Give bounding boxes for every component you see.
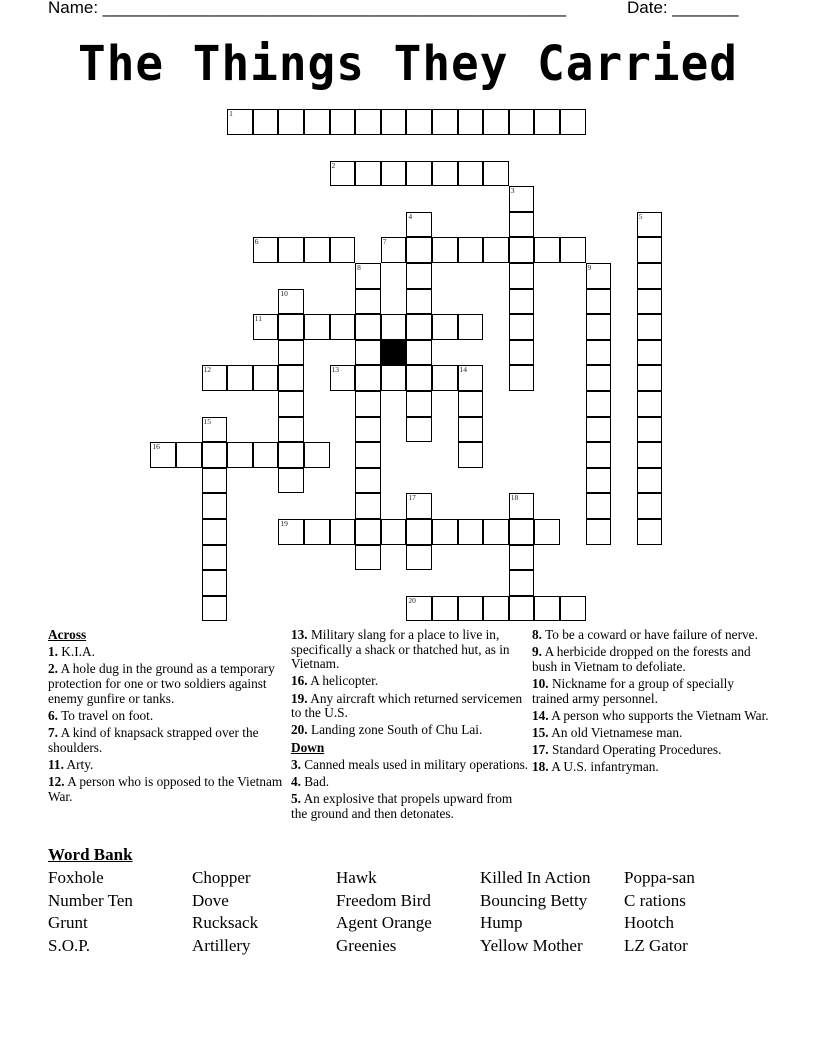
clue-across-11: 11. Arty. bbox=[48, 756, 94, 772]
grid-cell[interactable] bbox=[586, 263, 612, 289]
grid-cell[interactable] bbox=[586, 442, 612, 468]
grid-cell[interactable] bbox=[406, 212, 432, 238]
grid-cell[interactable] bbox=[509, 314, 535, 340]
grid-cell[interactable] bbox=[406, 545, 432, 571]
clue-number: 17 bbox=[408, 493, 416, 503]
word-bank-item: Hawk bbox=[336, 868, 377, 887]
grid-cell[interactable] bbox=[330, 519, 356, 545]
clue-down-18: 18. A U.S. infantryman. bbox=[532, 759, 659, 775]
grid-cell[interactable] bbox=[202, 442, 228, 468]
across-heading: Across bbox=[48, 627, 87, 642]
grid-cell[interactable] bbox=[637, 212, 663, 238]
grid-cell[interactable] bbox=[406, 263, 432, 289]
word-bank-item: Agent Orange bbox=[336, 913, 432, 933]
grid-cell[interactable] bbox=[586, 340, 612, 366]
clue-down-3: 3. Canned meals used in military operations. bbox=[291, 756, 529, 772]
grid-cell[interactable] bbox=[534, 519, 560, 545]
grid-cell[interactable] bbox=[406, 340, 432, 366]
grid-cell[interactable] bbox=[278, 340, 304, 366]
grid-cell[interactable] bbox=[534, 237, 560, 263]
grid-cell[interactable] bbox=[509, 545, 535, 571]
word-bank-item: Grunt bbox=[48, 913, 88, 933]
grid-cell[interactable] bbox=[509, 493, 535, 519]
clue-across-13: 13. Military slang for a place to live in, specifically a shack or thatched hut, as in Vietnam. bbox=[291, 627, 510, 672]
grid-cell[interactable] bbox=[355, 519, 381, 545]
grid-cell[interactable] bbox=[509, 289, 535, 315]
grid-cell[interactable] bbox=[637, 417, 663, 443]
clue-number: 12 bbox=[203, 365, 212, 375]
grid-cell[interactable] bbox=[432, 161, 458, 187]
grid-cell[interactable] bbox=[586, 417, 612, 443]
grid-cell[interactable] bbox=[458, 519, 484, 545]
grid-cell[interactable] bbox=[253, 109, 279, 135]
clues-column-2 bbox=[291, 628, 531, 824]
clue-across-1: 1. K.I.A. bbox=[48, 644, 95, 660]
name-line: _________________________________________________ bbox=[102, 0, 567, 17]
grid-cell[interactable] bbox=[406, 519, 432, 545]
word-bank-row bbox=[48, 912, 768, 935]
grid-cell[interactable] bbox=[637, 493, 663, 519]
grid-cell[interactable] bbox=[278, 417, 304, 443]
grid-cell[interactable] bbox=[381, 314, 407, 340]
clue-number: 4 bbox=[408, 211, 413, 221]
grid-cell[interactable] bbox=[586, 365, 612, 391]
grid-cell[interactable] bbox=[509, 340, 535, 366]
grid-cell[interactable] bbox=[637, 468, 663, 494]
grid-cell[interactable] bbox=[483, 237, 509, 263]
grid-cell[interactable] bbox=[432, 596, 458, 622]
date-line: _______ bbox=[672, 0, 739, 17]
grid-cell[interactable] bbox=[381, 519, 407, 545]
clue-number: 15 bbox=[203, 416, 212, 426]
word-bank-item: Killed In Action bbox=[480, 868, 591, 887]
grid-cell[interactable] bbox=[278, 468, 304, 494]
grid-cell[interactable] bbox=[458, 365, 484, 391]
grid-cell[interactable] bbox=[355, 391, 381, 417]
grid-cell[interactable] bbox=[253, 365, 279, 391]
grid-cell[interactable] bbox=[586, 468, 612, 494]
grid-cell[interactable] bbox=[483, 161, 509, 187]
grid-cell[interactable] bbox=[637, 340, 663, 366]
grid-cell[interactable] bbox=[355, 161, 381, 187]
grid-cell[interactable] bbox=[202, 468, 228, 494]
grid-cell[interactable] bbox=[509, 237, 535, 263]
grid-cell[interactable] bbox=[202, 596, 228, 622]
grid-cell[interactable] bbox=[355, 365, 381, 391]
grid-cell[interactable] bbox=[637, 314, 663, 340]
clue-number: 3 bbox=[510, 186, 515, 196]
grid-cell[interactable] bbox=[355, 109, 381, 135]
clue-across-19: 19. Any aircraft which returned servicemen to the U.S. bbox=[291, 690, 523, 721]
grid-cell[interactable] bbox=[406, 161, 432, 187]
grid-cell[interactable] bbox=[202, 493, 228, 519]
grid-cell[interactable] bbox=[406, 237, 432, 263]
clue-down-9: 9. A herbicide dropped on the forests and bush in Vietnam to defoliate. bbox=[532, 644, 751, 674]
clue-down-8: 8. To be a coward or have failure of nerve. bbox=[532, 627, 758, 642]
grid-cell[interactable] bbox=[304, 519, 330, 545]
name-label: Name: bbox=[48, 0, 103, 17]
word-bank-item: Hootch bbox=[624, 913, 675, 933]
grid-cell[interactable] bbox=[586, 314, 612, 340]
grid-cell[interactable] bbox=[637, 289, 663, 315]
clue-number: 5 bbox=[638, 211, 643, 221]
grid-cell[interactable] bbox=[278, 442, 304, 468]
grid-cell[interactable] bbox=[458, 442, 484, 468]
grid-cell[interactable] bbox=[355, 442, 381, 468]
grid-cell[interactable] bbox=[586, 289, 612, 315]
word-bank-title: Word Bank bbox=[48, 845, 133, 864]
grid-cell[interactable] bbox=[432, 237, 458, 263]
clue-number: 2 bbox=[331, 160, 336, 170]
grid-cell[interactable] bbox=[458, 314, 484, 340]
clue-number: 20 bbox=[408, 595, 416, 605]
grid-cell[interactable] bbox=[355, 468, 381, 494]
grid-cell[interactable] bbox=[586, 391, 612, 417]
grid-cell[interactable] bbox=[227, 109, 253, 135]
grid-cell[interactable] bbox=[483, 596, 509, 622]
word-bank-item: S.O.P. bbox=[48, 935, 91, 955]
grid-cell[interactable] bbox=[483, 519, 509, 545]
grid-cell[interactable] bbox=[509, 570, 535, 596]
grid-cell[interactable] bbox=[330, 314, 356, 340]
word-bank-item: Hump bbox=[480, 913, 523, 933]
grid-cell[interactable] bbox=[586, 493, 612, 519]
clue-across-16: 16. A helicopter. bbox=[291, 673, 379, 689]
grid-cell[interactable] bbox=[406, 596, 432, 622]
clue-across-6: 6. To travel on foot. bbox=[48, 707, 154, 723]
grid-cell[interactable] bbox=[406, 314, 432, 340]
clue-across-2: 2. A hole dug in the ground as a temporary protection for one or two soldiers against enemy gunfire or tanks. bbox=[48, 661, 275, 706]
clue-number: 1 bbox=[229, 109, 233, 119]
page-title: The Things They Carried bbox=[78, 34, 738, 92]
clue-number: 10 bbox=[280, 288, 288, 298]
grid-cell[interactable] bbox=[304, 237, 330, 263]
grid-cell[interactable] bbox=[202, 365, 228, 391]
grid-cell[interactable] bbox=[278, 237, 304, 263]
word-bank-item: Artillery bbox=[192, 935, 251, 955]
grid-cell[interactable] bbox=[406, 391, 432, 417]
grid-cell[interactable] bbox=[637, 391, 663, 417]
grid-cell[interactable] bbox=[253, 314, 279, 340]
clue-down-5: 5. An explosive that propels upward from the ground and then detonates. bbox=[291, 791, 513, 821]
clue-number: 6 bbox=[254, 237, 259, 247]
grid-cell[interactable] bbox=[330, 365, 356, 391]
grid-cell[interactable] bbox=[304, 109, 330, 135]
grid-cell[interactable] bbox=[381, 109, 407, 135]
word-bank bbox=[48, 867, 768, 957]
grid-cell[interactable] bbox=[406, 109, 432, 135]
grid-cell[interactable] bbox=[560, 109, 586, 135]
grid-cell[interactable] bbox=[202, 545, 228, 571]
grid-cell[interactable] bbox=[355, 493, 381, 519]
word-bank-row bbox=[48, 867, 768, 890]
grid-cell[interactable] bbox=[227, 365, 253, 391]
grid-cell[interactable] bbox=[458, 391, 484, 417]
grid-cell[interactable] bbox=[406, 417, 432, 443]
grid-cell[interactable] bbox=[509, 263, 535, 289]
grid-cell[interactable] bbox=[637, 237, 663, 263]
clue-down-4: 4. Bad. bbox=[291, 773, 330, 789]
word-bank-item: Dove bbox=[192, 890, 229, 910]
grid-cell[interactable] bbox=[509, 109, 535, 135]
grid-cell[interactable] bbox=[278, 391, 304, 417]
down-heading: Down bbox=[291, 739, 325, 755]
grid-cell[interactable] bbox=[406, 289, 432, 315]
word-bank-item: Yellow Mother bbox=[480, 935, 583, 955]
grid-cell[interactable] bbox=[202, 417, 228, 443]
grid-cell[interactable] bbox=[509, 596, 535, 622]
grid-cell[interactable] bbox=[637, 365, 663, 391]
word-bank-item: Rucksack bbox=[192, 913, 259, 933]
grid-cell[interactable] bbox=[509, 365, 535, 391]
word-bank-item: LZ Gator bbox=[624, 935, 688, 955]
clue-number: 8 bbox=[357, 262, 361, 272]
clue-across-12: 12. A person who is opposed to the Vietnam War. bbox=[48, 773, 283, 804]
grid-cell[interactable] bbox=[509, 519, 535, 545]
clue-down-14: 14. A person who supports the Vietnam War. bbox=[532, 707, 769, 723]
word-bank-item: Number Ten bbox=[48, 890, 133, 910]
word-bank-item: Greenies bbox=[336, 935, 397, 955]
grid-cell[interactable] bbox=[458, 161, 484, 187]
grid-cell[interactable] bbox=[202, 519, 228, 545]
grid-cell[interactable] bbox=[253, 237, 279, 263]
grid-cell[interactable] bbox=[483, 109, 509, 135]
clue-down-17: 17. Standard Operating Procedures. bbox=[532, 742, 722, 758]
grid-cell[interactable] bbox=[637, 263, 663, 289]
clue-number: 14 bbox=[459, 365, 468, 375]
grid-cell[interactable] bbox=[381, 161, 407, 187]
clue-number: 18 bbox=[510, 493, 519, 503]
clue-number: 7 bbox=[382, 237, 387, 247]
date-label: Date: bbox=[627, 0, 673, 17]
grid-cell[interactable] bbox=[176, 442, 202, 468]
grid-cell[interactable] bbox=[534, 109, 560, 135]
clue-across-20: 20. Landing zone South of Chu Lai. bbox=[291, 722, 483, 738]
word-bank-item: Poppa-san bbox=[624, 868, 695, 887]
grid-cell[interactable] bbox=[330, 109, 356, 135]
grid-cell[interactable] bbox=[432, 365, 458, 391]
word-bank-item: Chopper bbox=[192, 868, 251, 887]
grid-cell[interactable] bbox=[227, 442, 253, 468]
grid-cell[interactable] bbox=[278, 289, 304, 315]
grid-cell[interactable] bbox=[509, 212, 535, 238]
grid-cell[interactable] bbox=[509, 186, 535, 212]
grid-cell[interactable] bbox=[355, 417, 381, 443]
grid-cell[interactable] bbox=[202, 570, 228, 596]
grid-cell[interactable] bbox=[432, 109, 458, 135]
grid-cell[interactable] bbox=[253, 442, 279, 468]
clue-number: 16 bbox=[152, 442, 160, 452]
grid-cell[interactable] bbox=[355, 340, 381, 366]
grid-cell[interactable] bbox=[278, 519, 304, 545]
grid-cell[interactable] bbox=[637, 519, 663, 545]
word-bank-item: C rations bbox=[624, 890, 686, 910]
clue-number: 11 bbox=[254, 314, 262, 324]
grid-cell[interactable] bbox=[560, 596, 586, 622]
clue-across-7: 7. A kind of knapsack strapped over the shoulders. bbox=[48, 724, 259, 755]
grid-cell[interactable] bbox=[458, 596, 484, 622]
grid-cell[interactable] bbox=[355, 545, 381, 571]
word-bank-row bbox=[48, 890, 768, 913]
grid-cell[interactable] bbox=[278, 365, 304, 391]
grid-cell[interactable] bbox=[330, 161, 356, 187]
word-bank-item: Foxhole bbox=[48, 868, 104, 887]
grid-cell[interactable] bbox=[304, 442, 330, 468]
grid-cell[interactable] bbox=[406, 493, 432, 519]
clues-column-1 bbox=[48, 628, 288, 807]
grid-cell[interactable] bbox=[432, 314, 458, 340]
grid-cell-black bbox=[381, 340, 407, 366]
grid-cell[interactable] bbox=[534, 596, 560, 622]
clue-number: 13 bbox=[331, 365, 340, 375]
grid-cell[interactable] bbox=[637, 442, 663, 468]
grid-cell[interactable] bbox=[278, 314, 304, 340]
grid-cell[interactable] bbox=[458, 417, 484, 443]
grid-cell[interactable] bbox=[406, 365, 432, 391]
clue-number: 19 bbox=[280, 518, 288, 528]
grid-cell[interactable] bbox=[355, 289, 381, 315]
grid-cell[interactable] bbox=[432, 519, 458, 545]
grid-cell[interactable] bbox=[560, 237, 586, 263]
grid-cell[interactable] bbox=[330, 237, 356, 263]
grid-cell[interactable] bbox=[304, 314, 330, 340]
grid-cell[interactable] bbox=[381, 237, 407, 263]
grid-cell[interactable] bbox=[355, 314, 381, 340]
clues-column-3 bbox=[532, 628, 772, 778]
grid-cell[interactable] bbox=[150, 442, 176, 468]
word-bank-row bbox=[48, 935, 768, 958]
grid-cell[interactable] bbox=[381, 365, 407, 391]
grid-cell[interactable] bbox=[458, 237, 484, 263]
grid-cell[interactable] bbox=[458, 109, 484, 135]
grid-cell[interactable] bbox=[355, 263, 381, 289]
clue-down-15: 15. An old Vietnamese man. bbox=[532, 724, 683, 740]
clue-number: 9 bbox=[587, 262, 592, 272]
word-bank-item: Freedom Bird bbox=[336, 890, 431, 910]
grid-cell[interactable] bbox=[278, 109, 304, 135]
clue-down-10: 10. Nickname for a group of specially trained army personnel. bbox=[532, 675, 734, 706]
grid-cell[interactable] bbox=[586, 519, 612, 545]
word-bank-item: Bouncing Betty bbox=[480, 890, 588, 910]
